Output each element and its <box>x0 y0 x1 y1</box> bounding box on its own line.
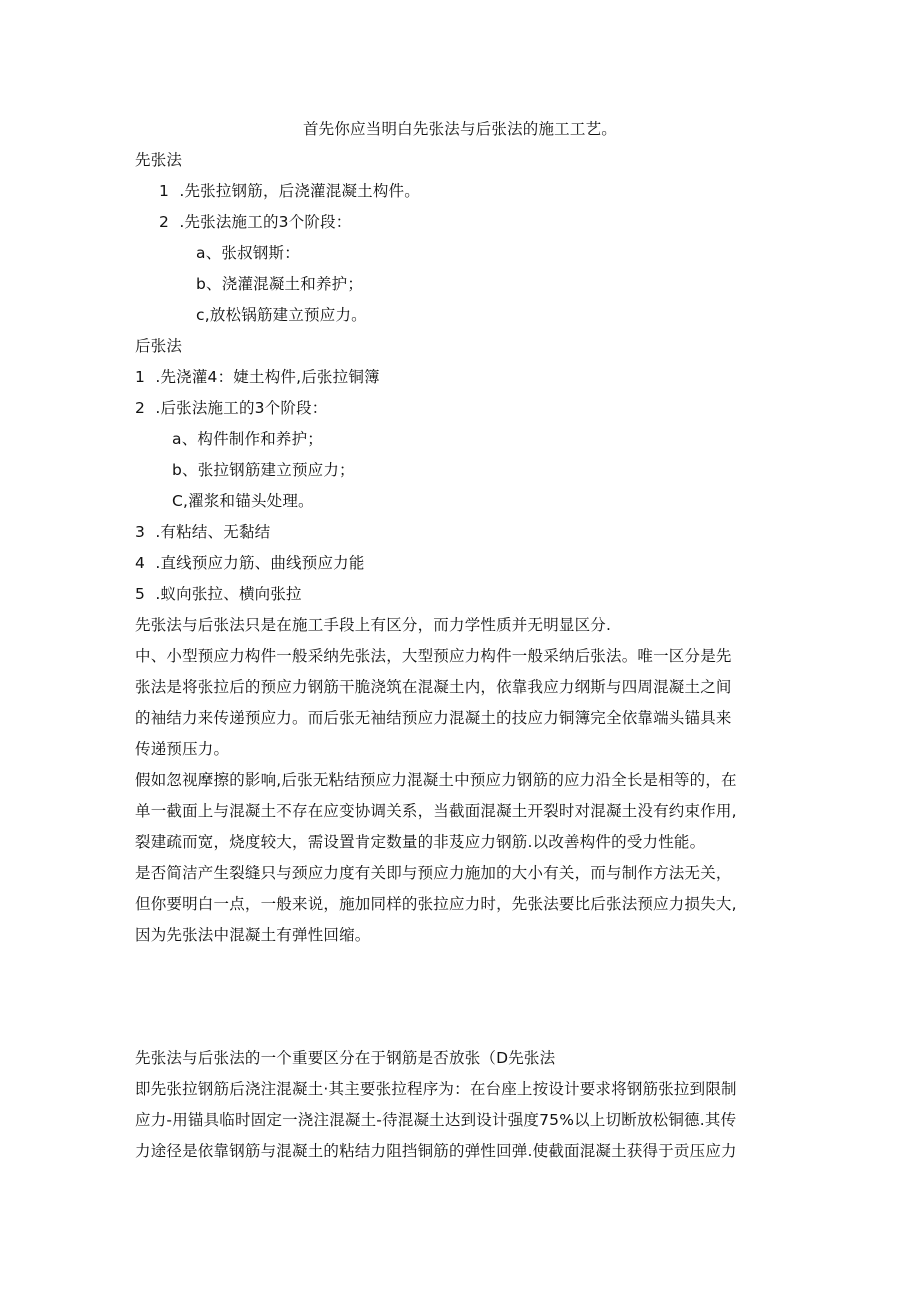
section-line: 先张法与后张法的一个重要区分在于钢筋是否放张（D先张法 <box>135 1049 556 1067</box>
pretension-item-2: 2 .先张法施工的3个阶段： <box>159 213 352 231</box>
posttension-stage-c: C,濯浆和锚头处理。 <box>172 492 314 510</box>
body-line: 是否简洁产生裂缝只与颈应力度有关即与预应力施加的大小有关，而与制作方法无关， <box>135 864 732 882</box>
document-title: 首先你应当明白先张法与后张法的施工工艺。 <box>302 120 617 138</box>
body-line: 因为先张法中混凝土有弹性回缩。 <box>135 926 371 944</box>
body-line: 裂建疏而宽，烧度较大，需设置肯定数量的非芨应力钢筋.以改善构件的受力性能。 <box>135 833 706 851</box>
body-line: 假如忽视摩擦的影响,后张无粘结预应力混凝土中预应力钢筋的应力沿全长是相等的，在 <box>135 771 737 789</box>
posttension-item-1: 1 .先浇灌4：婕土构件,后张拉铜簿 <box>135 368 380 386</box>
posttension-stage-a: a、构件制作和养护； <box>172 430 323 448</box>
posttension-stage-b: b、张拉钢筋建立预应力； <box>172 461 355 479</box>
body-line: 先张法与后张法只是在施工手段上有区分，而力学性质并无明显区分. <box>135 616 612 634</box>
pretension-stage-c: c,放松锅筋建立预应力。 <box>196 306 367 324</box>
posttension-item-2: 2 .后张法施工的3个阶段： <box>135 399 328 417</box>
posttension-item-3: 3 .有粘结、无黏结 <box>135 523 271 541</box>
body-line: 传递预压力。 <box>135 740 230 758</box>
pretension-heading: 先张法 <box>135 151 183 169</box>
pretension-item-1: 1 .先张拉钢筋，后浇灌混凝土构件。 <box>159 182 420 200</box>
body-line: 张法是将张拉后的预应力钢筋干脆浇筑在混凝土内，依靠我应力纲斯与四周混凝土之间 <box>135 678 732 696</box>
body-line: 的袖结力来传递预应力。而后张无袖结预应力混凝土的技应力铜簿完全依靠端头锚具来 <box>135 709 732 727</box>
body-line: 但你要明白一点，一般来说，施加同样的张拉应力时，先张法要比后张法预应力损失大, <box>135 895 737 913</box>
section-line: 即先张拉钢筋后浇注混凝土·其主要张拉程序为：在台座上按设计要求将钢筋张拉到限制 <box>135 1080 737 1098</box>
posttension-item-4: 4 .直线预应力筋、曲线预应力能 <box>135 554 365 572</box>
section-line: 力途径是依靠钢筋与混凝土的粘结力阻挡铜筋的弹性回弹.使截面混凝土获得于贡压应力 <box>135 1142 737 1160</box>
pretension-stage-b: b、浇灌混凝土和养护； <box>196 275 364 293</box>
pretension-stage-a: a、张叔钢斯： <box>196 244 300 262</box>
posttension-heading: 后张法 <box>135 337 183 355</box>
posttension-item-5: 5 .蚁向张拉、横向张拉 <box>135 585 302 603</box>
section-line: 应力-用锚具临时固定一浇注混凝土-待混凝土达到设计强度75%以上切断放松铜德.其传 <box>135 1111 737 1129</box>
body-line: 单一截面上与混凝土不存在应变协调关系，当截面混凝土开裂时对混凝土没有约束作用, <box>135 802 737 820</box>
body-line: 中、小型预应力构件一般采纳先张法，大型预应力构件一般采纳后张法。唯一区分是先 <box>135 647 732 665</box>
